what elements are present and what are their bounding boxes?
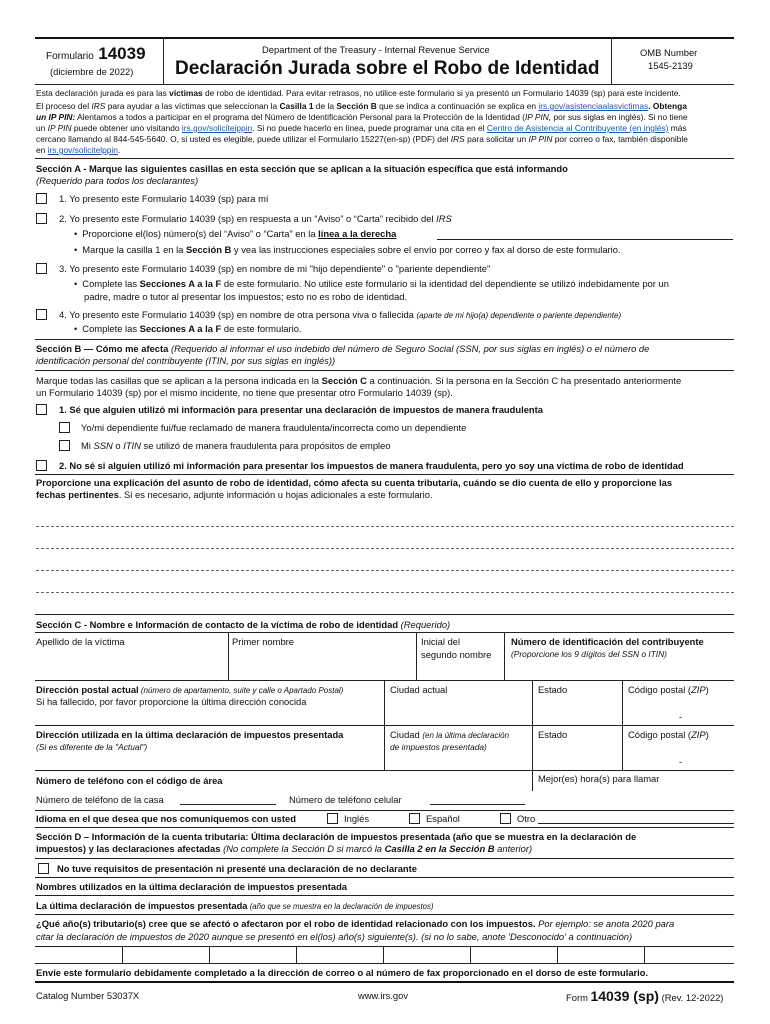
section-d-rule-4 (35, 914, 734, 915)
home-phone-input[interactable] (180, 804, 276, 805)
no-filing-requirement-label: No tuve requisitos de presentación ni presenté una declaración de no declarante (57, 863, 417, 874)
last-return-city-hint: de impuestos presentada) (390, 742, 487, 752)
years-grid-v3 (296, 946, 297, 963)
catalog-number: Catalog Number 53037X (36, 990, 140, 1001)
section-b-rule (35, 339, 734, 340)
grid-h3 (35, 770, 734, 771)
affected-years-question-cont: citar la declaración de impuestos de 2020 aunque se presentó en el(los) año(s) siguiente(s). (si no lo sabe, anote 'Desconocido' a continuación) (36, 931, 633, 942)
last-return-year-field[interactable]: La última declaración de impuestos presentada (año que se muestra en la declaración de impuestos) (36, 900, 434, 911)
years-grid-v5 (470, 946, 471, 963)
grid-v5 (532, 680, 533, 791)
last-return-address-field[interactable]: Dirección utilizada en la última declaración de impuestos presentada (36, 729, 344, 740)
section-a-sub: (Requerido para todos los declarantes) (36, 175, 199, 186)
notice-number-line[interactable] (437, 239, 733, 240)
explanation-line-2[interactable] (36, 548, 734, 549)
years-grid-v4 (383, 946, 384, 963)
lang-other-label: Otro (517, 813, 536, 824)
omb-label: OMB Number (640, 47, 698, 58)
section-b-option-2: 2. No sé si alguien utilizó mi información para presentar los impuestos de manera fraudulenta, pero yo soy una víctima de robo de identidad (59, 460, 684, 471)
last-return-city-field[interactable]: Ciudad (en la última declaración (390, 729, 510, 740)
section-a-item-2-bullet-1: • Proporcione el(los) número(s) del “Aviso” o “Carta” en la línea a la derecha (74, 228, 396, 239)
intro-line-6: en irs.gov/solicitelppin. (36, 145, 121, 155)
section-b-heading: Sección B — Cómo me afecta (Requerido al informar el uso indebido del número de Seguro Social (SSN, por sus siglas en inglés) o el número de (36, 343, 650, 354)
years-grid-v2 (209, 946, 210, 963)
section-b-option-1b: Mi SSN o ITIN se utilizó de manera fraudulenta para propósitos de empleo (81, 440, 391, 451)
no-filing-requirement-checkbox[interactable] (38, 863, 49, 874)
intro-line-3: un IP PIN: Alentamos a todos a participar en el programa del Número de Identificación Personal para la Protección de la Identidad (IP PIN, por sus siglas en inglés). Si no tiene (36, 112, 688, 122)
section-d-rule-2 (35, 877, 734, 878)
best-time-field[interactable]: Mejor(es) hora(s) para llamar (538, 773, 660, 784)
section-b-option-1: 1. Sé que alguien utilizó mi información para presentar una declaración de impuestos de manera fraudulenta (59, 404, 543, 415)
last-name-field[interactable]: Apellido de la víctima (36, 636, 125, 647)
section-a-checkbox-2[interactable] (36, 213, 47, 224)
lang-english-checkbox[interactable] (327, 813, 338, 824)
intro-line-2: El proceso del IRS para ayudar a las víctimas que seleccionan la Casilla 1 de la Sección B que se indica a continuación se explica en irs.gov/asistenciaalasvictimas. Obtenga (36, 101, 687, 111)
explanation-line-4[interactable] (36, 592, 734, 593)
grid-h2 (35, 725, 734, 726)
section-a-rule (35, 158, 734, 159)
middle-initial-field[interactable]: Inicial del (421, 636, 461, 647)
affected-years-question: ¿Qué año(s) tributario(s) cree que se afectó o afectaron por el robo de identidad relacionado con los impuestos. Por ejemplo: se anota 2020 para (36, 918, 675, 929)
section-b-heading-cont: identificación personal del contribuyente (ITIN, por sus siglas en inglés)) (36, 355, 336, 366)
grid-v2 (416, 632, 417, 680)
section-a-checkbox-1[interactable] (36, 193, 47, 204)
header-top-rule (35, 37, 734, 39)
cell-phone-input[interactable] (430, 804, 525, 805)
names-used-field[interactable]: Nombres utilizados en la última declaración de impuestos presentada (36, 881, 348, 892)
header-divider-right (611, 38, 612, 84)
section-a-item-4: 4. Yo presento este Formulario 14039 (sp) en nombre de otra persona viva o fallecida (aparte de mi hijo(a) dependiente o pariente dependiente) (59, 309, 622, 320)
explanation-prompt-2: fechas pertinentes. Si es necesario, adjunte información u hojas adicionales a este formulario. (36, 489, 433, 500)
current-address-field[interactable]: Dirección postal actual (número de apartamento, suite y calle o Apartado Postal) (36, 684, 344, 695)
section-b-checkbox-2[interactable] (36, 460, 47, 471)
ippin-link-2[interactable]: irs.gov/solicitelppin (47, 145, 118, 155)
first-name-field[interactable]: Primer nombre (232, 636, 294, 647)
taxpayer-center-link[interactable]: Centro de Asistencia al Contribuyente (en inglés) (486, 123, 669, 133)
lang-english-label: Inglés (344, 813, 370, 824)
section-a-item-3: 3. Yo presento este Formulario 14039 (sp) en nombre de mi "hijo dependiente" o "pariente dependiente" (59, 263, 491, 274)
section-a-item-2-bullet-2: • Marque la casilla 1 en la Sección B y vea las instrucciones especiales sobre el envío por correo y fax al dorso de este formulario. (74, 244, 621, 255)
victim-assistance-link[interactable]: irs.gov/asistenciaalasvictimas (538, 101, 649, 111)
section-d-heading: Sección D – Información de la cuenta tributaria: Última declaración de impuestos presentada (año que se muestra en la declaración de (36, 831, 637, 842)
explanation-prompt-1: Proporcione una explicación del asunto de robo de identidad, cómo afecta su cuenta tributaria, cuándo se dio cuenta de ello y proporcione las (36, 477, 673, 488)
intro-line-4: un IP PIN puede obtener uno visitando irs.gov/soliciteippin. Si no puede hacerlo en línea, puede programar una cita en el Centro de Asistencia al Contribuyente (en inglés) más (36, 123, 687, 133)
intro-line-1: Esta declaración jurada es para las víctimas de robo de identidad. Para evitar retrasos, no utilice este formulario si ya presentó un Formulario 14039 (sp) para este incidente. (36, 88, 681, 98)
section-a-checkbox-4[interactable] (36, 309, 47, 320)
intro-line-5: cercano llamando al 844-545-5640. O, si usted es elegible, puede utilizar el Formulario 15227(en-sp) (PDF) del IRS para solicitar un IP PIN por correo o fax, también disponible (36, 134, 688, 144)
years-grid-v1 (122, 946, 123, 963)
omb-number: 1545-2139 (648, 60, 693, 71)
current-state-field[interactable]: Estado (538, 684, 568, 695)
section-d-rule-3 (35, 895, 734, 896)
middle-initial-label-2: segundo nombre (421, 649, 492, 660)
language-label: Idioma en el que desea que nos comuniquemos con usted (36, 813, 296, 824)
section-a-item-3-bullet-1-cont: padre, madre o tutor al presentar los impuestos; esto no es robo de identidad. (84, 291, 408, 302)
years-grid-bottom (35, 963, 734, 964)
home-phone-label: Número de teléfono de la casa (36, 794, 164, 805)
section-b-para-1: Marque todas las casillas que se aplican a la persona indicada en la Sección C a continuación. Si la persona en la Sección C ha presentado anteriormente (36, 375, 682, 386)
section-a-item-1: 1. Yo presento este Formulario 14039 (sp) para mí (59, 193, 269, 204)
grid-h4 (35, 810, 734, 811)
current-address-hint: Si ha fallecido, por favor proporcione la última dirección conocida (36, 696, 307, 707)
grid-v3 (504, 632, 505, 680)
last-return-zip-field[interactable]: Código postal (ZIP) (628, 729, 709, 740)
grid-v1 (228, 632, 229, 680)
form-date: (diciembre de 2022) (50, 66, 134, 77)
form-title: Declaración Jurada sobre el Robo de Identidad (175, 58, 600, 79)
section-a-item-2: 2. Yo presento este Formulario 14039 (sp) en respuesta a un “Aviso” o “Carta” recibido del IRS (59, 213, 452, 224)
current-zip-field[interactable]: Código postal (ZIP) (628, 684, 709, 695)
explanation-line-1[interactable] (36, 526, 734, 527)
tin-field[interactable]: Número de identificación del contribuyente (511, 636, 704, 647)
form-number-block: Formulario 14039 (46, 44, 146, 63)
section-b-explain-rule (35, 474, 734, 475)
years-grid-v6 (557, 946, 558, 963)
cell-phone-label: Número de teléfono celular (289, 794, 402, 805)
lang-spanish-label: Español (426, 813, 460, 824)
header-bottom-rule (35, 84, 734, 85)
ippin-link[interactable]: irs.gov/soliciteippin (181, 123, 253, 133)
section-a-item-4-bullet-1: • Complete las Secciones A a la F de este formulario. (74, 323, 302, 334)
section-b-checkbox-1[interactable] (36, 404, 47, 415)
section-b-sub-rule (35, 370, 734, 371)
current-city-field[interactable]: Ciudad actual (390, 684, 448, 695)
section-c-rule (35, 614, 734, 615)
lang-spanish-checkbox[interactable] (409, 813, 420, 824)
section-b-checkbox-1b[interactable] (59, 440, 70, 451)
agency-name: Department of the Treasury - Internal Revenue Service (262, 44, 490, 55)
lang-other-input[interactable] (538, 823, 734, 824)
section-b-option-1a: Yo/mi dependiente fui/fue reclamado de manera fraudulenta/incorrecta como un dependiente (81, 422, 467, 433)
zip2-dash: - (679, 756, 683, 767)
section-a-heading: Sección A - Marque las siguientes casillas en esta sección que se aplican a la situación específica que está informando (36, 163, 568, 174)
lang-other-checkbox[interactable] (500, 813, 511, 824)
tin-hint: (Proporcione los 9 dígitos del SSN o ITIN) (511, 649, 667, 659)
zip-dash: - (679, 711, 683, 722)
form-footer-id: Form 14039 (sp) (Rev. 12-2022) (566, 988, 724, 1004)
section-c-heading: Sección C - Nombre e Información de contacto de la víctima de robo de identidad (Requerido) (36, 619, 451, 630)
section-a-item-3-bullet-1: • Complete las Secciones A a la F de este formulario. No utilice este formulario si la identidad del dependiente se utilizó indebidamente por un (74, 278, 669, 289)
section-d-rule (35, 827, 734, 828)
footer-rule (35, 981, 734, 983)
years-grid-v7 (644, 946, 645, 963)
send-instructions: Envíe este formulario debidamente completado a la dirección de correo o al número de fax proporcionado en el dorso de este formulario. (36, 967, 649, 978)
website: www.irs.gov (358, 990, 409, 1001)
explanation-line-3[interactable] (36, 570, 734, 571)
last-return-address-hint: (Si es diferente de la "Actual") (36, 742, 148, 752)
header-divider-left (163, 38, 164, 84)
form-number: 14039 (98, 44, 146, 63)
section-d-heading-cont: impuestos) y las declaraciones afectadas (No complete la Sección D si marcó la Casilla 2 en la Sección B anterior) (36, 843, 533, 854)
section-b-para-2: un Formulario 14039 (sp) por el mismo incidente, no tiene que presentar otro Formulario 14039 (sp). (36, 387, 453, 398)
section-a-checkbox-3[interactable] (36, 263, 47, 274)
section-c-table-top (35, 632, 734, 633)
phone-heading: Número de teléfono con el código de área (36, 775, 223, 786)
section-b-checkbox-1a[interactable] (59, 422, 70, 433)
section-d-rule-1 (35, 858, 734, 859)
years-grid-top (35, 946, 734, 947)
last-return-state-field[interactable]: Estado (538, 729, 568, 740)
